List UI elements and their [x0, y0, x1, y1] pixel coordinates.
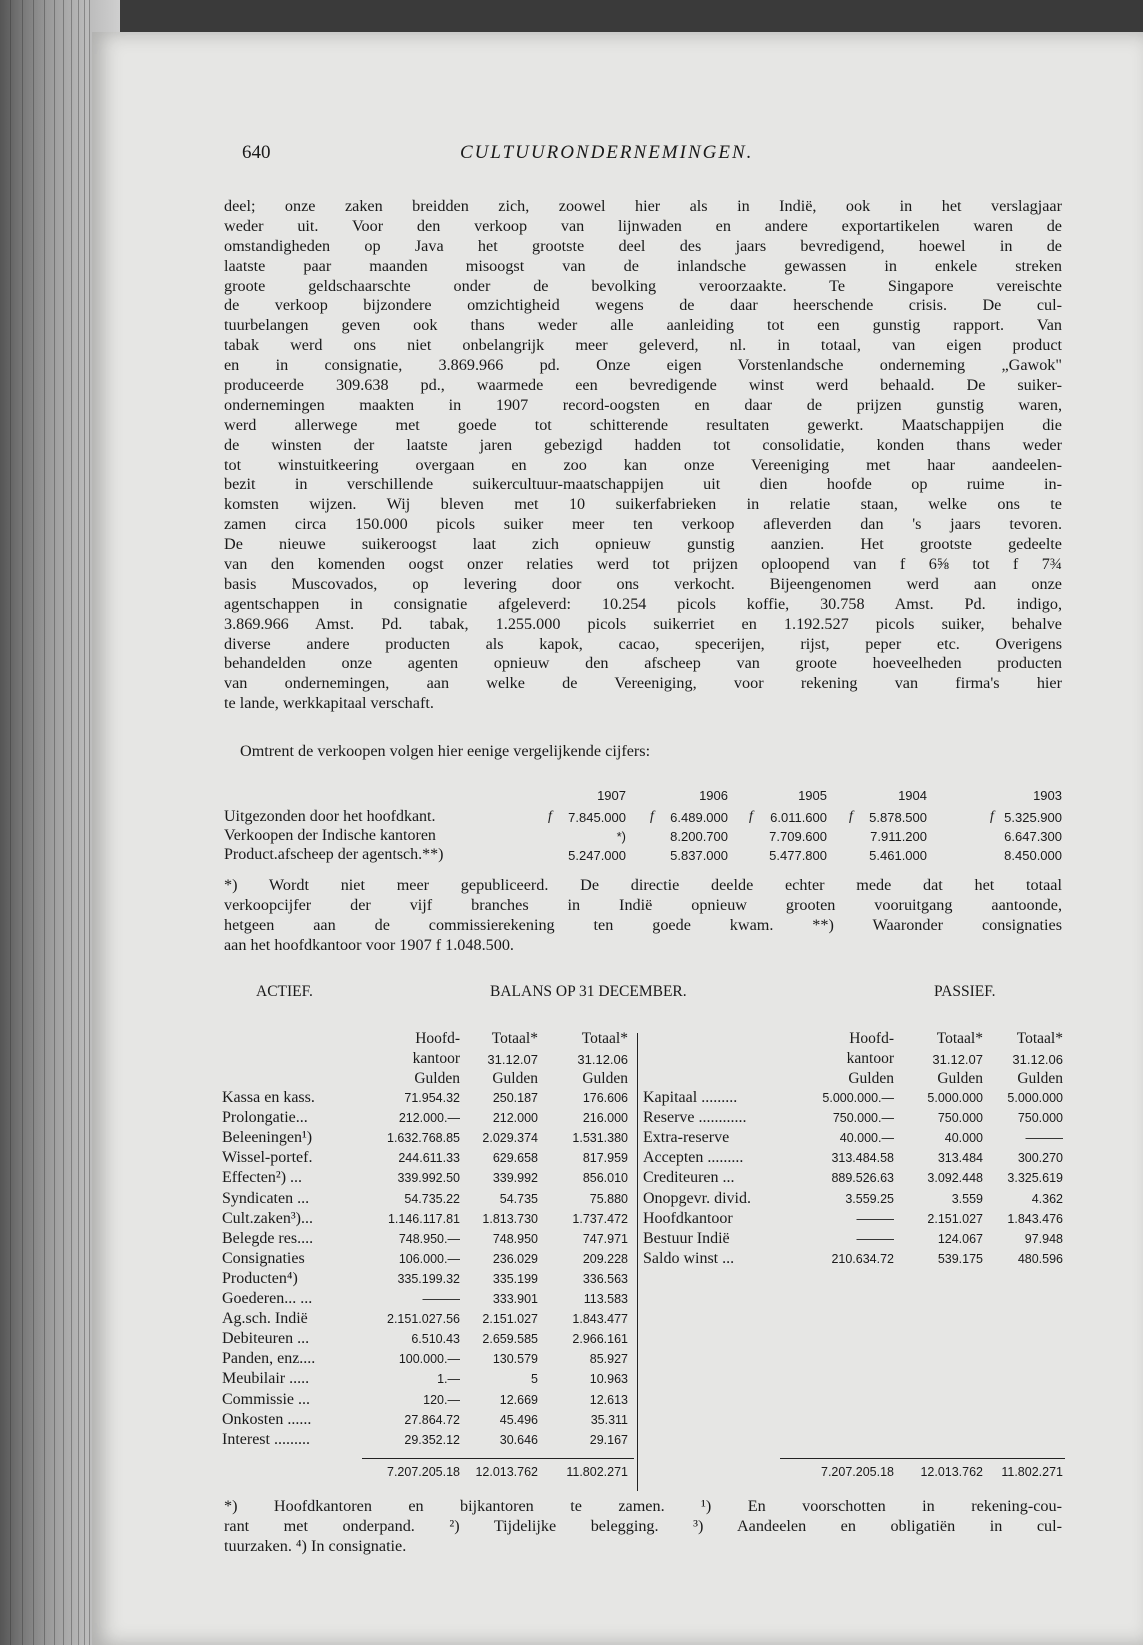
passief-item-label: Reserve ............ — [643, 1109, 747, 1127]
actief-item-label: Commissie ... — [222, 1390, 311, 1408]
passief-item-label: Extra-reserve — [643, 1129, 730, 1147]
column-header: 31.12.07 — [487, 1052, 538, 1067]
actief-item-value: 1.843.477 — [572, 1312, 628, 1327]
actief-item-value: 339.992 — [492, 1171, 538, 1186]
actief-item-value: 2.151.027 — [482, 1312, 538, 1327]
column-header: Totaal* — [581, 1030, 628, 1047]
page-number: 640 — [242, 142, 271, 163]
actief-item-label: Effecten²) ... — [222, 1169, 303, 1187]
actief-item-label: Cult.zaken³)... — [222, 1209, 313, 1227]
passief-item-value: 3.559 — [951, 1191, 983, 1206]
footnote-line: *) Hoofdkantoren en bijkantoren te zamen. ¹) En voorschotten in rekening-cou- — [224, 1497, 1062, 1515]
comparison-value: 5.878.500 — [869, 810, 927, 825]
passief-total: 11.802.271 — [1001, 1465, 1063, 1479]
column-header: Gulden — [492, 1070, 538, 1087]
comparison-footnote — [224, 876, 1062, 956]
total-rule-left — [362, 1458, 634, 1459]
actief-item-value: 1.146.117.81 — [387, 1211, 460, 1226]
body-line: groote geldschaarschte onder de bevolking veroorzaakte. Te Singapore vereischte — [224, 276, 1062, 295]
actief-item-value: 339.992.50 — [397, 1171, 460, 1186]
florin-sign: f — [650, 809, 654, 824]
passief-item-value: 4.362 — [1031, 1191, 1063, 1206]
body-line: tabak werd ons niet onbelangrijk meer geleverd, nl. in totaal, van eigen product — [224, 336, 1062, 355]
passief-item-value: 97.948 — [1024, 1231, 1063, 1246]
passief-item-label: Hoofdkantoor — [643, 1209, 733, 1227]
body-line: zamen circa 150.000 picols suiker meer ten verkoop afleverden dan 's jaars tevoren. — [224, 515, 1062, 534]
body-line: De nieuwe suikeroogst laat zich opnieuw gunstig aanzien. Het grootste gedeelte — [224, 535, 1062, 554]
florin-sign: f — [548, 809, 552, 824]
passief-item-value: 210.634.72 — [831, 1251, 894, 1266]
body-line: omstandigheden op Java het grootste deel des jaars bevredigend, hoewel in de — [224, 236, 1062, 255]
passief-item-value: 124.067 — [937, 1231, 983, 1246]
body-line: 3.869.966 Amst. Pd. tabak, 1.255.000 picols suikerriet en 1.192.527 picols suiker, behalve — [224, 614, 1062, 633]
column-header: Gulden — [937, 1070, 983, 1087]
footnote-line: rant met onderpand. ²) Tijdelijke belegging. ³) Aandeelen en obligatiën in cul- — [224, 1516, 1062, 1535]
passief-item-label: Accepten ......... — [643, 1149, 744, 1167]
actief-item-label: Interest ......... — [222, 1430, 310, 1448]
comparison-value: 7.709.600 — [769, 829, 827, 844]
body-line: komsten wijzen. Wij bleven met 10 suikerfabrieken in relatie staan, welke ons te — [224, 495, 1062, 514]
actief-heading: ACTIEF. — [256, 983, 313, 1000]
body-line: tuurbelangen geven ook thans weder alle aanleiding tot een gunstig rapport. Van — [224, 316, 1062, 335]
body-line: behandelden onze agenten opnieuw den afscheep van groote hoeveelheden producten — [224, 654, 1062, 673]
body-line: basis Muscovados, op levering door ons verkocht. Bijeengenomen werd aan onze — [224, 574, 1062, 593]
actief-item-value: 27.864.72 — [404, 1412, 460, 1427]
balance-footnote — [224, 1497, 1062, 1557]
passief-item-value: ——— — [856, 1231, 894, 1246]
actief-item-value: 236.029 — [492, 1251, 538, 1266]
footnote-line: hetgeen aan de commissierekening ten goede kwam. **) Waaronder consignaties — [224, 915, 1062, 934]
actief-item-label: Producten⁴) — [222, 1269, 298, 1287]
column-header: Totaal* — [936, 1030, 983, 1047]
passief-item-value: 539.175 — [937, 1251, 983, 1266]
total-rule-right — [780, 1458, 1065, 1459]
actief-item-value: 333.901 — [492, 1292, 538, 1306]
passief-item-value: 750.000 — [937, 1111, 983, 1126]
actief-item-value: 75.880 — [589, 1191, 628, 1206]
body-line: diverse andere producten als kapok, cacao, specerijen, rijst, peper etc. Overigens — [224, 634, 1062, 653]
passief-item-value: 5.000.000.— — [822, 1091, 894, 1105]
actief-item-label: Beleeningen¹) — [222, 1129, 313, 1147]
column-header: Totaal* — [491, 1030, 538, 1047]
passief-item-label: Bestuur Indië — [643, 1229, 730, 1247]
comparison-value: 8.450.000 — [1004, 848, 1062, 863]
passief-item-value: 480.596 — [1017, 1251, 1063, 1266]
comparison-value: 5.461.000 — [869, 848, 927, 863]
body-line: laatste paar maanden misoogst van de inlandsche gewassen in enkele streken — [224, 256, 1062, 275]
actief-total: 11.802.271 — [566, 1465, 628, 1479]
comparison-value: 5.837.000 — [670, 848, 728, 863]
florin-sign: f — [749, 809, 753, 824]
passief-item-value: ——— — [856, 1211, 894, 1226]
actief-item-value: 100.000.— — [398, 1352, 460, 1367]
footnote-line: aan het hoofdkantoor voor 1907 f 1.048.500. — [224, 935, 514, 954]
column-header: Gulden — [848, 1070, 894, 1087]
actief-item-value: 2.029.374 — [482, 1131, 538, 1146]
body-line: van den komenden oogst onzer relaties werd tot prijzen oploopend van f 6⅝ tot f 7¾ — [224, 555, 1062, 574]
actief-item-value: 216.000 — [582, 1111, 628, 1126]
actief-item-value: 120.— — [423, 1392, 460, 1407]
comparison-row-label: Verkoopen der Indische kantoren — [224, 827, 436, 844]
actief-item-value: 335.199 — [492, 1271, 538, 1286]
actief-item-label: Meubilair ..... — [222, 1370, 310, 1388]
balance-title: BALANS OP 31 DECEMBER. — [490, 983, 687, 1000]
year-header: 1907 — [597, 788, 626, 803]
passief-total: 12.013.762 — [920, 1465, 983, 1479]
actief-item-value: ——— — [422, 1292, 460, 1306]
body-line: deel; onze zaken breidden zich, zoowel hier als in Indië, ook in het verslagjaar — [224, 197, 1062, 215]
passief-item-value: 3.092.448 — [927, 1171, 983, 1186]
passief-item-label: Onopgevr. divid. — [643, 1189, 751, 1207]
footnote-line: verkoopcijfer der vijf branches in Indië opnieuw grooten vooruitgang aantoonde, — [224, 895, 1062, 914]
actief-item-value: 212.000.— — [398, 1111, 460, 1126]
body-line: de winsten der laatste jaren gebezigd hadden tot consolidatie, konden thans weder — [224, 435, 1062, 454]
body-line: tot winstuitkeering overgaan en zoo kan onze Vereeniging met haar aandeelen- — [224, 455, 1062, 474]
actief-item-value: 1.737.472 — [572, 1211, 628, 1226]
body-line: werd allerwege met goede tot schitterende resultaten gewerkt. Maatschappijen die — [224, 415, 1062, 434]
actief-item-value: 176.606 — [582, 1091, 628, 1105]
passief-total: 7.207.205.18 — [821, 1465, 894, 1479]
footnote-line: *) Wordt niet meer gepubliceerd. De directie deelde echter mede dat het totaal — [224, 876, 1062, 894]
actief-item-value: 29.352.12 — [404, 1432, 460, 1447]
actief-item-value: 1.632.768.85 — [387, 1131, 460, 1146]
passief-item-value: 313.484.58 — [831, 1151, 894, 1166]
footnote-line: tuurzaken. ⁴) In consignatie. — [224, 1536, 407, 1555]
actief-item-value: 54.735 — [499, 1191, 538, 1206]
passief-item-value: 750.000.— — [832, 1111, 894, 1126]
column-header: Gulden — [582, 1070, 628, 1087]
actief-item-value: 1.531.380 — [572, 1131, 628, 1146]
passief-item-value: 313.484 — [937, 1151, 983, 1166]
actief-item-value: 29.167 — [589, 1432, 628, 1447]
year-header: 1905 — [798, 788, 827, 803]
actief-item-label: Ag.sch. Indië — [222, 1310, 308, 1328]
column-header: Gulden — [414, 1070, 460, 1087]
passief-heading: PASSIEF. — [934, 983, 996, 1000]
actief-item-value: 45.496 — [499, 1412, 538, 1427]
comparison-value: 6.011.600 — [770, 810, 827, 825]
body-line: ondernemingen maakten in 1907 record-oogsten en daar de prijzen gunstig waren, — [224, 395, 1062, 414]
passief-item-value: ——— — [1025, 1131, 1063, 1146]
florin-sign: f — [990, 809, 994, 824]
body-line: agentschappen in consignatie afgeleverd: 10.254 picols koffie, 30.758 Amst. Pd. indigo, — [224, 594, 1062, 613]
body-line: van ondernemingen, aan welke de Vereeniging, voor rekening van firma's hier — [224, 674, 1062, 693]
passief-item-value: 2.151.027 — [927, 1211, 983, 1226]
actief-item-value: 817.959 — [582, 1151, 628, 1166]
actief-item-value: 113.583 — [583, 1292, 628, 1306]
body-paragraph — [224, 197, 1062, 714]
body-line: de verkoop bijzondere omzichtigheid wegens de daar heerschende crisis. De cul- — [224, 296, 1062, 315]
actief-item-value: 250.187 — [492, 1091, 538, 1105]
comparison-value: 6.647.300 — [1004, 829, 1062, 844]
passief-item-label: Saldo winst ... — [643, 1249, 735, 1267]
florin-sign: f — [849, 809, 853, 824]
actief-item-value: 747.971 — [582, 1231, 628, 1246]
actief-item-value: 6.510.43 — [411, 1332, 460, 1347]
actief-item-label: Kassa en kass. — [222, 1089, 315, 1106]
body-line: bezit in verschillende suikercultuur-maatschappijen uit dien hoofde op ruime in- — [224, 475, 1062, 494]
actief-item-value: 12.613 — [589, 1392, 628, 1407]
comparison-value: 7.845.000 — [568, 810, 626, 825]
passief-item-label: Kapitaal ......... — [643, 1089, 738, 1106]
running-title: CULTUURONDERNEMINGEN. — [460, 142, 754, 163]
actief-item-value: 212.000 — [492, 1111, 538, 1126]
actief-item-value: 130.579 — [492, 1352, 538, 1367]
actief-item-value: 30.646 — [499, 1432, 538, 1447]
actief-item-label: Goederen... ... — [222, 1290, 313, 1307]
passief-item-value: 40.000 — [944, 1131, 983, 1146]
comparison-value: 6.489.000 — [670, 810, 728, 825]
actief-item-value: 748.950.— — [398, 1231, 460, 1246]
comparison-row-label: Uitgezonden door het hoofdkant. — [224, 808, 436, 825]
actief-item-label: Prolongatie... — [222, 1109, 308, 1127]
actief-item-value: 335.199.32 — [397, 1271, 460, 1286]
actief-item-value: 106.000.— — [398, 1251, 460, 1266]
actief-total: 12.013.762 — [475, 1465, 538, 1479]
actief-item-label: Belegde res.... — [222, 1229, 314, 1247]
actief-item-label: Onkosten ...... — [222, 1410, 312, 1428]
actief-item-label: Consignaties — [222, 1249, 305, 1267]
comparison-value: *) — [616, 829, 626, 844]
year-header: 1903 — [1033, 788, 1062, 803]
actief-total: 7.207.205.18 — [387, 1465, 460, 1479]
passief-item-value: 3.559.25 — [845, 1191, 894, 1206]
comparison-value: 5.325.900 — [1004, 810, 1062, 825]
column-header: 31.12.07 — [932, 1052, 983, 1067]
body-line: te lande, werkkapitaal verschaft. — [224, 694, 434, 713]
actief-item-value: 85.927 — [589, 1352, 628, 1367]
year-header: 1906 — [699, 788, 728, 803]
actief-item-value: 54.735.22 — [404, 1191, 460, 1206]
actief-item-value: 244.611.33 — [398, 1151, 460, 1166]
column-header: Hoofd- — [415, 1030, 460, 1047]
intro-sentence: Omtrent de verkoopen volgen hier eenige vergelijkende cijfers: — [240, 742, 651, 760]
actief-item-value: 209.228 — [582, 1251, 628, 1266]
column-header: kantoor — [846, 1050, 894, 1067]
actief-item-value: 1.— — [437, 1372, 460, 1387]
actief-item-value: 856.010 — [582, 1171, 628, 1186]
passief-item-value: 1.843.476 — [1007, 1211, 1063, 1226]
actief-item-label: Syndicaten ... — [222, 1189, 310, 1207]
balance-divider — [637, 1033, 638, 1491]
passief-item-value: 889.526.63 — [831, 1171, 894, 1186]
body-line: en in consignatie, 3.869.966 pd. Onze eigen Vorstenlandsche onderneming „Gawok" — [224, 356, 1062, 375]
actief-item-value: 12.669 — [499, 1392, 538, 1407]
body-line: produceerde 309.638 pd., waarmede een bevredigende winst werd behaald. De suiker- — [224, 376, 1062, 395]
passief-item-value: 3.325.619 — [1007, 1171, 1063, 1186]
comparison-value: 5.477.800 — [769, 848, 827, 863]
actief-item-value: 71.954.32 — [404, 1091, 460, 1105]
actief-item-value: 629.658 — [492, 1151, 538, 1166]
passief-item-value: 40.000.— — [839, 1131, 894, 1146]
actief-item-value: 5 — [531, 1372, 538, 1387]
passief-item-value: 750.000 — [1017, 1111, 1063, 1126]
passief-item-value: 5.000.000 — [1007, 1091, 1063, 1105]
actief-item-label: Wissel-portef. — [222, 1149, 313, 1167]
comparison-value: 8.200.700 — [670, 829, 728, 844]
actief-item-value: 748.950 — [492, 1231, 538, 1246]
comparison-row-label: Product.afscheep der agentsch.**) — [224, 846, 444, 863]
actief-item-value: 10.963 — [589, 1372, 628, 1387]
column-header: Gulden — [1017, 1070, 1063, 1087]
passief-item-value: 5.000.000 — [927, 1091, 983, 1105]
passief-item-value: 300.270 — [1017, 1151, 1063, 1166]
actief-item-value: 336.563 — [582, 1271, 628, 1286]
comparison-value: 5.247.000 — [568, 848, 626, 863]
actief-item-label: Debiteuren ... — [222, 1330, 310, 1348]
column-header: 31.12.06 — [577, 1052, 628, 1067]
column-header: kantoor — [412, 1050, 460, 1067]
actief-item-value: 2.151.027.56 — [387, 1312, 460, 1327]
body-line: weder uit. Voor den verkoop van lijnwaden en andere exportartikelen waren de — [224, 216, 1062, 235]
actief-item-label: Panden, enz.... — [222, 1350, 316, 1368]
column-header: Hoofd- — [849, 1030, 894, 1047]
year-header: 1904 — [898, 788, 927, 803]
column-header: Totaal* — [1016, 1030, 1063, 1047]
actief-item-value: 2.966.161 — [572, 1332, 628, 1347]
passief-item-label: Crediteuren ... — [643, 1169, 735, 1187]
comparison-value: 7.911.200 — [870, 829, 927, 844]
actief-item-value: 35.311 — [590, 1412, 628, 1427]
actief-item-value: 1.813.730 — [482, 1211, 538, 1226]
column-header: 31.12.06 — [1012, 1052, 1063, 1067]
actief-item-value: 2.659.585 — [482, 1332, 538, 1347]
